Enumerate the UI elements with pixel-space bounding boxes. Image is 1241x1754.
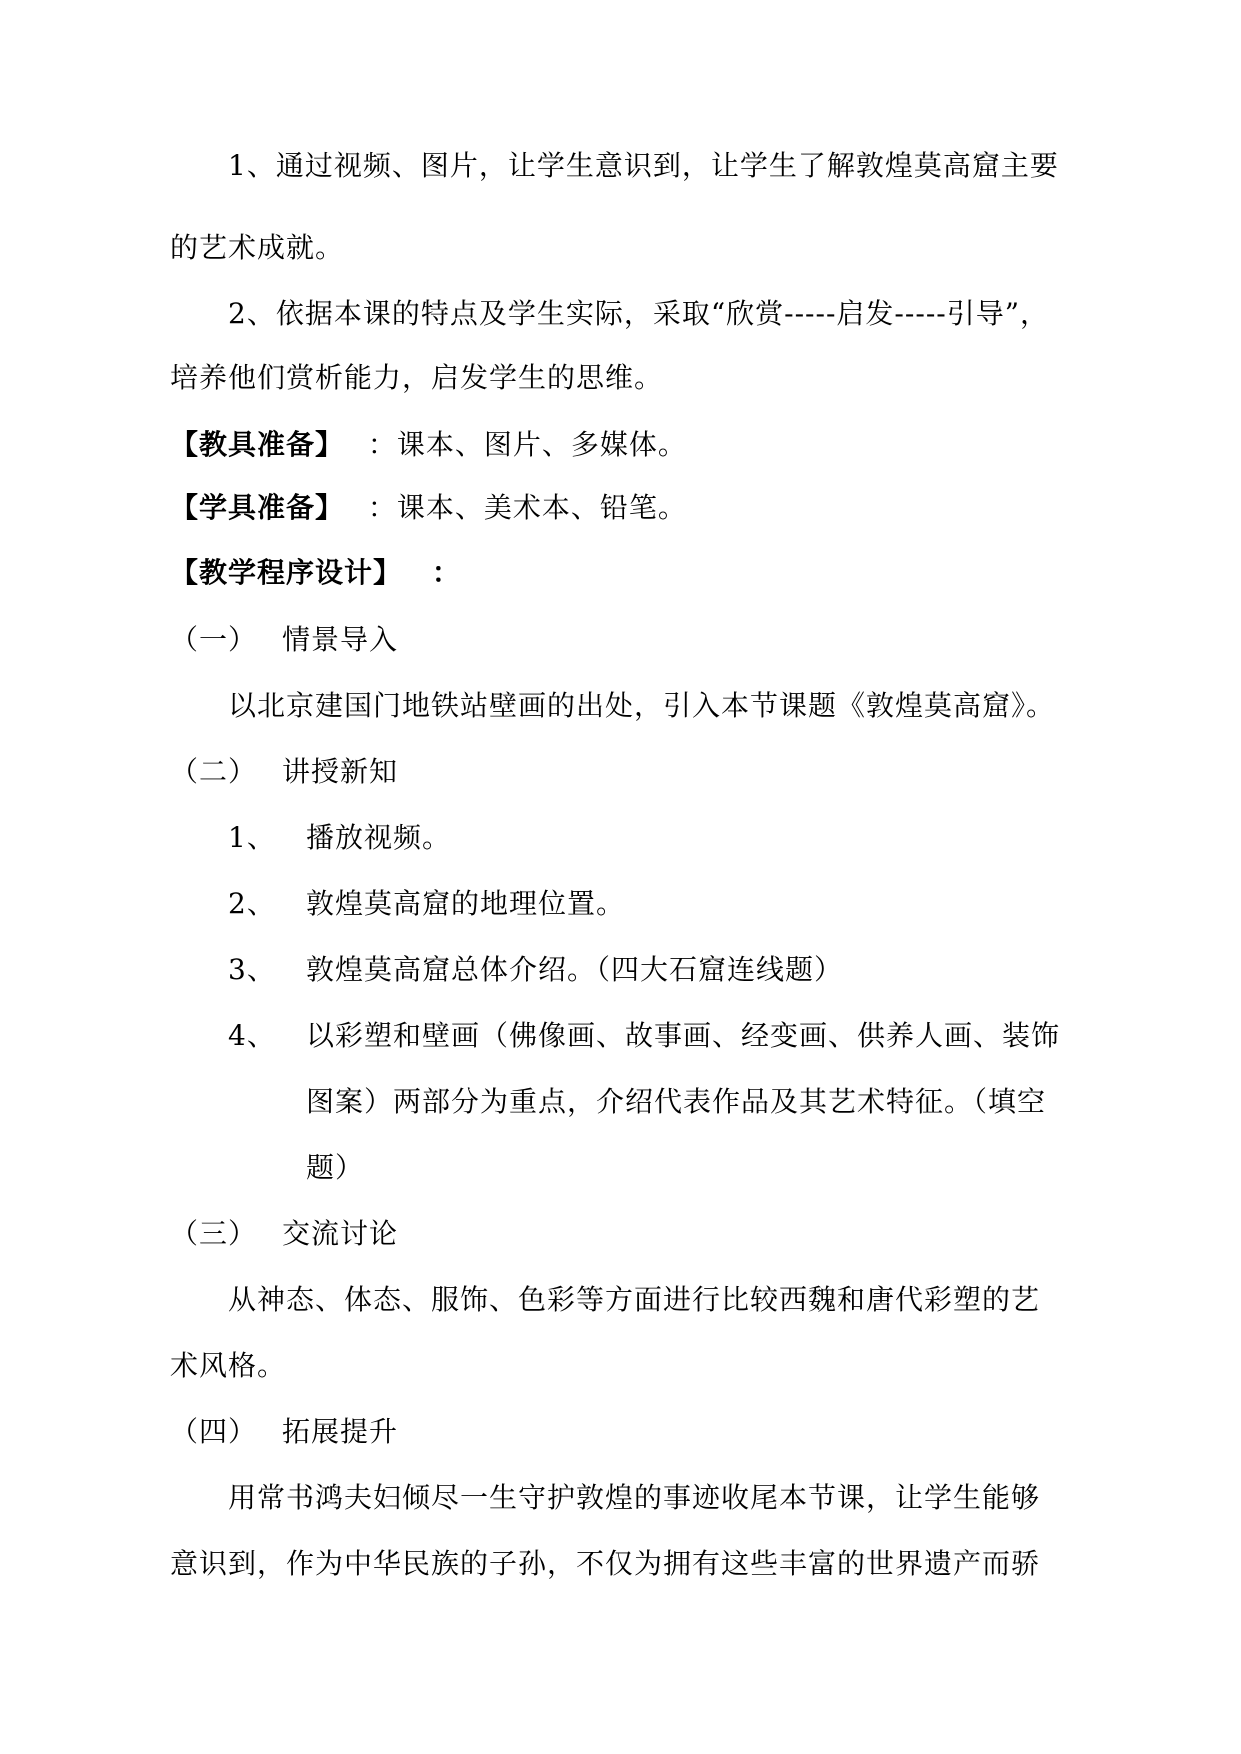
section-1-heading: [170, 622, 399, 658]
section-3-number: （三）: [170, 1217, 258, 1250]
section-1-title: 情景导入: [282, 623, 399, 656]
section-2-heading: [170, 754, 399, 790]
teacher-prep: [170, 427, 687, 463]
section-3-title: 交流讨论: [282, 1217, 399, 1250]
list-item-1-number: 1、: [228, 821, 276, 854]
section-4-body-line-1: 用常书鸿夫妇倾尽一生守护敦煌的事迹收尾本节课，让学生能够: [228, 1481, 1041, 1514]
list-item-4-line-3: 题）: [306, 1151, 365, 1184]
objective-1-line-1: 1、通过视频、图片，让学生意识到，让学生了解敦煌莫高窟主要: [228, 149, 1059, 182]
section-1-body: 以北京建国门地铁站壁画的出处，引入本节课题《敦煌莫高窟》。: [228, 689, 1056, 722]
list-item-4-line-2: 图案）两部分为重点，介绍代表作品及其艺术特征。（填空: [306, 1085, 1047, 1118]
list-item-4-line-1: 以彩塑和壁画（佛像画、故事画、经变画、供养人画、装饰: [306, 1019, 1061, 1052]
list-item-2-number: 2、: [228, 887, 276, 920]
list-item-1-text: 播放视频。: [306, 821, 452, 854]
section-4-heading: [170, 1414, 399, 1450]
section-4-number: （四）: [170, 1415, 258, 1448]
section-3-body-line-2: 术风格。: [170, 1349, 287, 1382]
objective-2-line-1: 2、依据本课的特点及学生实际，采取“欣赏-----启发-----引导”，: [228, 297, 1050, 330]
list-item-4-number: 4、: [228, 1019, 276, 1052]
section-4-body-line-2: 意识到，作为中华民族的子孙，不仅为拥有这些丰富的世界遗产而骄: [170, 1547, 1041, 1580]
teacher-prep-label: 【教具准备】: [170, 428, 345, 461]
section-2-number: （二）: [170, 755, 258, 788]
section-3-heading: [170, 1216, 399, 1252]
student-prep-label: 【学具准备】: [170, 491, 345, 524]
list-item-2-text: 敦煌莫高窟的地理位置。: [306, 887, 626, 920]
section-1-number: （一）: [170, 623, 258, 656]
student-prep-value: ：课本、美术本、铅笔。: [367, 491, 687, 524]
objective-1-line-2: 的艺术成就。: [170, 231, 345, 264]
design-label: 【教学程序设计】: [170, 556, 403, 589]
teacher-prep-value: ：课本、图片、多媒体。: [367, 428, 687, 461]
design-heading: [170, 555, 461, 591]
section-2-title: 讲授新知: [282, 755, 399, 788]
design-colon: ：: [431, 556, 461, 589]
section-3-body-line-1: 从神态、体态、服饰、色彩等方面进行比较西魏和唐代彩塑的艺: [228, 1283, 1041, 1316]
list-item-3-number: 3、: [228, 953, 276, 986]
section-4-title: 拓展提升: [282, 1415, 399, 1448]
list-item-3-text: 敦煌莫高窟总体介绍。（四大石窟连线题）: [306, 953, 844, 986]
student-prep: [170, 490, 687, 526]
objective-2-line-2: 培养他们赏析能力，启发学生的思维。: [170, 361, 664, 394]
